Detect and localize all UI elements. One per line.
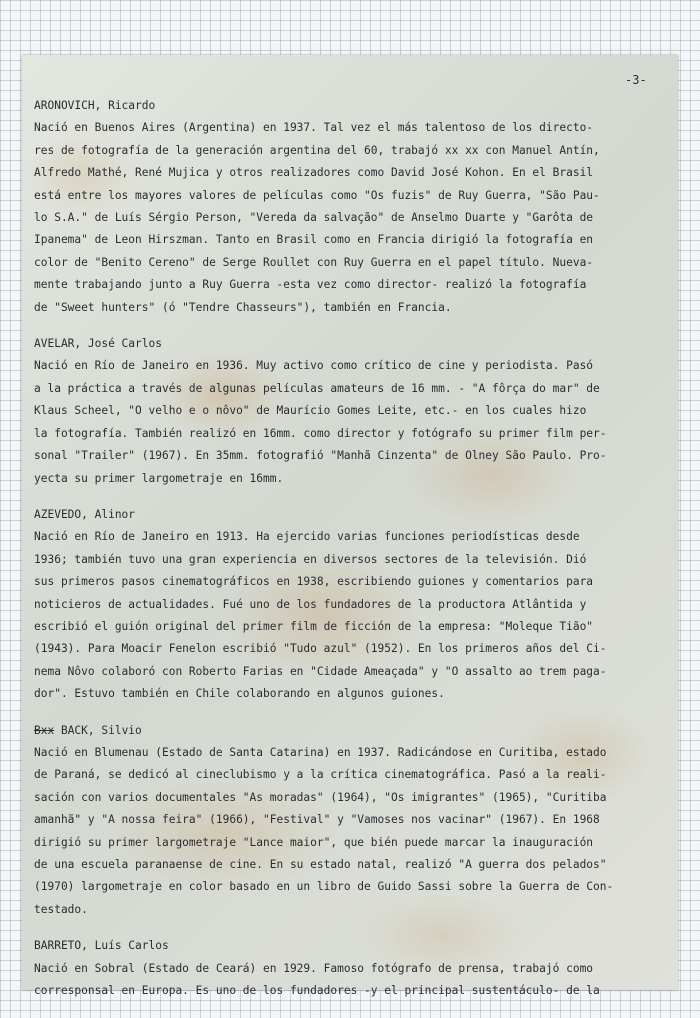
entry-line: res de fotografía de la generación argentina del 60, trabajó xx xx con Manuel Antín, [34,143,600,157]
typewritten-page [22,55,678,998]
entry-line: (1943). Para Moacir Fenelon escribió "Tudo azul" (1952). En los primeros años del Ci- [34,642,607,656]
entry-line: está entre los mayores valores de películas como "Os fuzis" de Ruy Guerra, "São Pau- [34,188,600,202]
entry-line: noticieros de actualidades. Fué uno de los fundadores de la productora Atlântida y [34,597,587,611]
entry-heading: ARONOVICH, Ricardo [34,99,156,112]
entry-line: a la práctica a través de algunas películas amateurs de 16 mm. - "A fôrça do mar" de [34,381,600,395]
entry-heading-name: BACK, Silvio [54,723,142,737]
entry-line: Nació en Río de Janeiro en 1936. Muy activo como crítico de cine y periodista. Pasó [34,359,594,373]
entry-spacer [34,921,674,935]
entry-line: escribió el guión original del primer film de ficción de la empresa: "Moleque Tião" [34,619,594,633]
entry-line: Nació en Blumenau (Estado de Santa Catarina) en 1937. Radicándose en Curitiba, estado [34,745,607,759]
entry-line: corresponsal en Europa. Es uno de los fundadores -y el principal sustentáculo- de la [34,984,600,998]
entry-line: sación con varios documentales "As moradas" (1964), "Os imigrantes" (1965), "Curitiba [34,790,607,804]
entry-line: sonal "Trailer" (1967). En 35mm. fotografió "Manhã Cinzenta" de Olney São Paulo. Pro- [34,449,607,463]
entry-spacer [34,319,674,333]
entry-line: la fotografía. También realizó en 16mm. como director y fotógrafo su primer film per- [34,426,607,440]
biography-entry-aronovich [34,95,674,319]
entry-line: mente trabajando junto a Ruy Guerra -esta vez como director- realizó la fotografía [34,278,587,292]
entry-heading: AVELAR, José Carlos [34,337,162,351]
entry-line: sus primeros pasos cinematográficos en 1938, escribiendo guiones y comentarios para [34,575,594,589]
entry-line: (1970) largometraje en color basado en un libro de Guido Sassi sobre la Guerra de Con- [34,880,614,894]
page-content [34,95,674,1002]
entry-line: de "Sweet hunters" (ó "Tendre Chasseurs"), también en Francia. [34,300,452,314]
entry-line: Nació en Sobral (Estado de Ceará) en 1929. Famoso fotógrafo de prensa, trabajó como [34,961,594,975]
entry-line: Klaus Scheel, "O velho e o nôvo" de Maurício Gomes Leite, etc.- en los cuales hizo [34,404,587,418]
entry-line: yecta su primer largometraje en 16mm. [34,471,284,485]
entry-line: color de "Benito Cereno" de Serge Roullet con Ruy Guerra en el papel título. Nueva- [34,255,594,269]
entry-spacer [34,490,674,504]
entry-line: dirigió su primer largometraje "Lance maior", que bién puede marcar la inauguración [34,835,594,849]
struck-out-text: Bxx [34,723,55,737]
entry-line: Ipanema" de Leon Hirszman. Tanto en Brasil como en Francia dirigió la fotografía en [34,233,594,247]
page-number: -3- [625,73,647,87]
biography-entry-barreto [34,935,674,1002]
entry-line: nema Nôvo colaboró con Roberto Farias en "Cidade Ameaçada" y "O assalto ao trem paga- [34,664,607,678]
entry-line: amanhã" y "A nossa feira" (1966), "Festival" y "Vamoses nos vacinar" (1967). En 1968 [34,813,600,827]
entry-line: testado. [34,902,88,916]
entry-spacer [34,706,674,720]
entry-line: 1936; también tuvo una gran experiencia en diversos sectores de la televisión. Dió [34,552,587,566]
entry-line: de Paraná, se dedicó al cineclubismo y a la crítica cinematográfica. Pasó a la reali- [34,768,607,782]
entry-line: Alfredo Mathé, René Mujica y otros realizadores como David José Kohon. En el Brasil [34,166,594,180]
entry-line: dor". Estuvo también en Chile colaborando en algunos guiones. [34,687,445,701]
entry-heading: BARRETO, Luís Carlos [34,939,169,953]
entry-heading [34,720,674,742]
biography-entry-avelar [34,333,674,490]
biography-entry-back [34,720,674,922]
biography-entry-azevedo [34,504,674,706]
entry-heading: AZEVEDO, Alinor [34,507,136,521]
entry-line: Nació en Río de Janeiro en 1913. Ha ejercido varias funciones periodísticas desde [34,530,580,544]
entry-line: de una escuela paranaense de cine. En su estado natal, realizó "A guerra dos pelados" [34,858,607,871]
entry-line: Nació en Buenos Aires (Argentina) en 1937. Tal vez el más talentoso de los directo- [34,121,594,135]
entry-line: lo S.A." de Luís Sérgio Person, "Vereda da salvação" de Anselmo Duarte y "Garôta de [34,211,594,225]
